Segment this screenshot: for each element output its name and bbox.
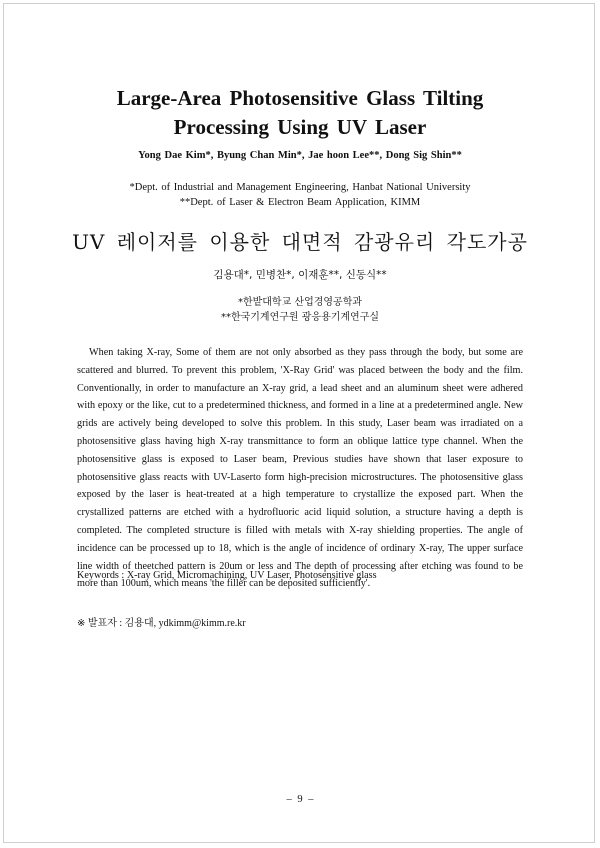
presenter-info: 발표자 : 김용대, ydkimm@kimm.re.kr [85,618,246,629]
english-affiliation-1: *Dept. of Industrial and Management Engineering, Hanbat National University [129,182,471,193]
reference-mark-icon: ※ [77,618,86,629]
english-affiliations [40,180,560,210]
keywords-list: X-ray Grid, Micromachining, UV Laser, Photosensitive glass [126,570,377,581]
english-title-line-2: Processing Using UV Laser [173,115,427,139]
presenter-note [77,614,523,629]
english-title-line-1: Large-Area Photosensitive Glass Tilting [116,86,484,110]
korean-title: UV 레이저를 이용한 대면적 감광유리 각도가공 [72,230,528,254]
english-title [40,84,560,142]
korean-authors: 김용대*, 민병찬*, 이재훈**, 신동식** [213,269,387,281]
keywords [77,570,523,581]
keywords-label: Keywords : [77,570,127,581]
english-authors: Yong Dae Kim*, Byung Chan Min*, Jae hoon Lee**, Dong Sig Shin** [138,150,462,161]
english-affiliation-2: **Dept. of Laser & Electron Beam Application, KIMM [179,197,421,208]
page-number: – 9 – [286,794,314,805]
abstract-text: When taking X-ray, Some of them are not only absorbed as they pass through the body, but some are scattered and blurred. To prevent this problem, 'X-Ray Grid' was placed between the body and the film. Conventionally, in order to manufacture an X-ray grid, a lead sheet and an aluminum sheet were adhered with epoxy or the like, cut to a predetermined thickness, and formed in a line at a predetermined angle. New grids are actively being developed to solve this problem. In this study, Laser beam was irradiated on a photosensitive glass having high X-ray transmittance to form an oblique lattice type channel. When the photosensitive glass is exposed to Laser beam, Previous studies have shown that laser exposure to photosensitive glass reacts with UV-Laserto form high-precision microstructures. The photosensitive glass exposed by the laser is heat-treated at a high temperature to crystallize the exposed part. When the crystallized patterns are etched with a hydrofluoric acid liquid solution, a structure having a depth is completed. The completed structure is filled with metals with X-ray shielding properties. The angle of incidence can be processed up to 18, which is the angle of incidence of ordinary X-ray, The upper surface line width of theetched pattern is 20um or less and The depth of processing after etching was found to be more than 100um, which means 'the filler can be deposited sufficiently'. [77,347,523,590]
korean-affiliations [40,295,560,325]
korean-affiliation-1: *한밭대학교 산업경영공학과 [237,297,363,308]
korean-affiliation-2: **한국기계연구원 광응용기계연구실 [220,312,380,323]
